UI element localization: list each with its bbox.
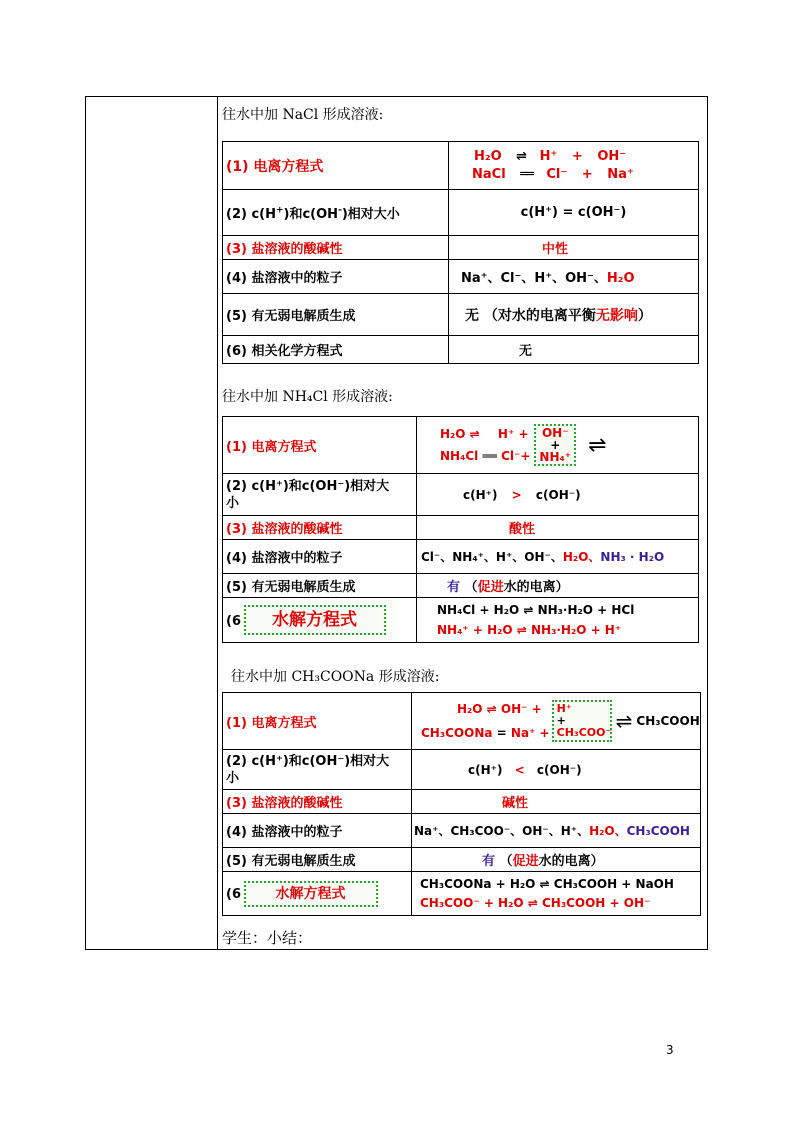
equals-arrow-icon: ══ [482, 449, 497, 463]
ch3coona-r3-label: (3) 盐溶液的酸碱性 [223, 790, 412, 814]
ch3coona-r4-label: (4) 盐溶液中的粒子 [223, 814, 412, 848]
nh4cl-heading: 往水中加 NH₄Cl 形成溶液: [222, 389, 393, 405]
nacl-r2-value: c(H⁺) = c(OH⁻) [449, 190, 699, 236]
nacl-r3-label: (3) 盐溶液的酸碱性 [223, 236, 449, 260]
ch3coona-r6-label [223, 872, 412, 916]
equals-arrow-icon: = [496, 726, 507, 740]
hydrolysis-eq-2: NH₄⁺ + H₂O ⇌ NH₃·H₂O + H⁺ [437, 623, 622, 637]
ion-combination-box [534, 424, 576, 466]
r2-label-part: (2) c(H [226, 207, 276, 222]
eq-rhs1: Cl⁻ [546, 166, 568, 182]
value-op: < [514, 762, 525, 777]
particles-red: H₂O [606, 271, 635, 286]
r5-text: 无 （对水的电离平衡 [465, 307, 596, 324]
label-line: (2) c(H⁺)和c(OH⁻)相对大 [226, 478, 390, 494]
hydrolysis-box: 水解方程式 [244, 881, 378, 907]
eq-rhs1: H⁺ [539, 148, 558, 164]
nh4cl-r6-label [223, 598, 417, 643]
nacl-r3-value: 中性 [449, 236, 699, 260]
r5-end: 水的电离） [538, 854, 604, 869]
eq-lhs: NaCl [472, 166, 506, 182]
eq-lhs: H₂O ⇌ [440, 427, 480, 441]
nh4cl-r2-label [223, 474, 417, 516]
hydrolysis-box: 水解方程式 [244, 605, 386, 635]
r5-end: 水的电离） [503, 580, 569, 595]
r5-end: ） [637, 307, 652, 324]
box-top: H⁺ [556, 702, 572, 715]
value-b: c(OH⁻) [535, 487, 581, 502]
box-bottom: NH₄⁺ [539, 450, 572, 464]
nh4cl-r1-label: (1) 电离方程式 [223, 417, 417, 474]
label-line: 小 [226, 495, 240, 511]
page-number: 3 [666, 1043, 674, 1057]
nh4cl-table [222, 416, 699, 643]
nh4cl-r4-label: (4) 盐溶液中的粒子 [223, 540, 417, 574]
ion-combination-box [552, 700, 612, 742]
eq-mid: Na⁺ + [510, 726, 550, 740]
r2-label-part: )和c(OH [283, 207, 339, 222]
label-line: 小 [226, 770, 240, 786]
eq-lhs: CH₃COONa [421, 726, 493, 740]
r5-red: 促进 [512, 854, 539, 869]
r5-navy: 有 [482, 854, 496, 869]
column-divider [217, 97, 218, 949]
nacl-r4-label: (4) 盐溶液中的粒子 [223, 260, 449, 294]
value-a: c(H⁺) [468, 762, 503, 777]
nh4cl-r6-equations [417, 598, 699, 643]
r6-prefix: (6 [226, 886, 241, 902]
nacl-r5-value [449, 294, 699, 336]
r2-label-part: )相对大小 [341, 207, 400, 222]
hydrolysis-eq-2: CH₃COO⁻ + H₂O ⇌ CH₃COOH + OH⁻ [420, 895, 651, 910]
eq-lhs: H₂O [474, 148, 502, 164]
ch3coona-ionization-equation [412, 693, 701, 750]
nacl-r4-value [449, 260, 699, 294]
hydrolysis-eq-1: NH₄Cl + H₂O ⇌ NH₃·H₂O + HCl [437, 603, 635, 617]
box-plus: + [556, 714, 566, 727]
nacl-r1-label: (1) 电离方程式 [223, 142, 449, 190]
particles-navy: CH₃COOH [626, 824, 690, 838]
eq-rhs2: OH⁻ [597, 148, 627, 164]
eq-rhs2: Na⁺ [607, 166, 634, 182]
r5-paren: （ [464, 580, 478, 595]
equals-arrow-icon: ══ [520, 166, 532, 182]
nacl-table [222, 141, 699, 364]
hydrolysis-eq-1: CH₃COONa + H₂O ⇌ CH₃COOH + NaOH [420, 876, 674, 891]
eq-lhs: NH₄Cl [440, 449, 479, 463]
eq-mid: Cl⁻+ [501, 449, 531, 463]
reversible-arrow-icon: ⇌ [615, 709, 633, 733]
nh4cl-r4-value [417, 540, 699, 574]
r5-red: 促进 [477, 580, 504, 595]
label-line: (2) c(H⁺)和c(OH⁻)相对大 [226, 753, 390, 769]
eq-lhs: H₂O ⇌ OH⁻ + [457, 702, 542, 716]
nacl-r6-value: 无 [449, 336, 699, 364]
particles-red: H₂O、 [562, 550, 601, 564]
particles-black: Na⁺、Cl⁻、H⁺、OH⁻、 [461, 271, 607, 286]
nacl-r6-label: (6) 相关化学方程式 [223, 336, 449, 364]
ch3coona-r2-value [412, 750, 701, 790]
value-b: c(OH⁻) [536, 762, 582, 777]
reversible-arrow-icon: ⇌ [516, 148, 526, 164]
r5-red: 无影响 [595, 307, 638, 324]
ch3coona-r2-label [223, 750, 412, 790]
r5-paren: （ [499, 854, 513, 869]
value-a: c(H⁺) [463, 487, 498, 502]
ch3coona-heading: 往水中加 CH₃COONa 形成溶液: [231, 669, 440, 685]
nh4cl-r2-value [417, 474, 699, 516]
box-plus: + [550, 438, 561, 452]
nacl-r5-label: (5) 有无弱电解质生成 [223, 294, 449, 336]
nacl-ionization-equation [449, 142, 699, 190]
eq-mid: H⁺ + [497, 427, 529, 441]
nacl-r2-label: (2) c(H+)和c(OH-)相对大小 [223, 190, 449, 236]
ch3coona-r6-equations [412, 872, 701, 916]
ch3cooh-product: CH₃COOH [636, 714, 700, 728]
particles-black: Cl⁻、NH₄⁺、H⁺、OH⁻、 [421, 550, 563, 564]
nacl-heading: 往水中加 NaCl 形成溶液: [222, 107, 384, 123]
ch3coona-r1-label: (1) 电离方程式 [223, 693, 412, 750]
nh4cl-ionization-equation [417, 417, 699, 474]
value-op: > [511, 487, 522, 502]
ch3coona-r3-value: 碱性 [412, 790, 701, 814]
reversible-arrow-icon: ⇌ [588, 432, 607, 458]
ch3coona-r4-value [412, 814, 701, 848]
particles-navy: NH₃ · H₂O [600, 550, 665, 564]
nh4cl-r3-value: 酸性 [417, 516, 699, 540]
r6-prefix: (6 [226, 614, 241, 629]
particles-red: H₂O、 [589, 824, 627, 838]
eq-plus: + [571, 148, 583, 164]
ch3coona-r5-label: (5) 有无弱电解质生成 [223, 848, 412, 872]
ch3coona-r5-value [412, 848, 701, 872]
nh4cl-r5-label: (5) 有无弱电解质生成 [223, 574, 417, 598]
r5-navy: 有 [447, 580, 461, 595]
eq-plus: + [581, 166, 593, 182]
ch3coona-table [222, 692, 701, 916]
box-bottom: CH₃COO⁻ [556, 726, 612, 739]
student-summary: 学生：小结： [222, 929, 313, 947]
nh4cl-r3-label: (3) 盐溶液的酸碱性 [223, 516, 417, 540]
nh4cl-r5-value [417, 574, 699, 598]
box-top: OH⁻ [541, 426, 569, 440]
particles-black: Na⁺、CH₃COO⁻、OH⁻、H⁺、 [414, 824, 590, 838]
